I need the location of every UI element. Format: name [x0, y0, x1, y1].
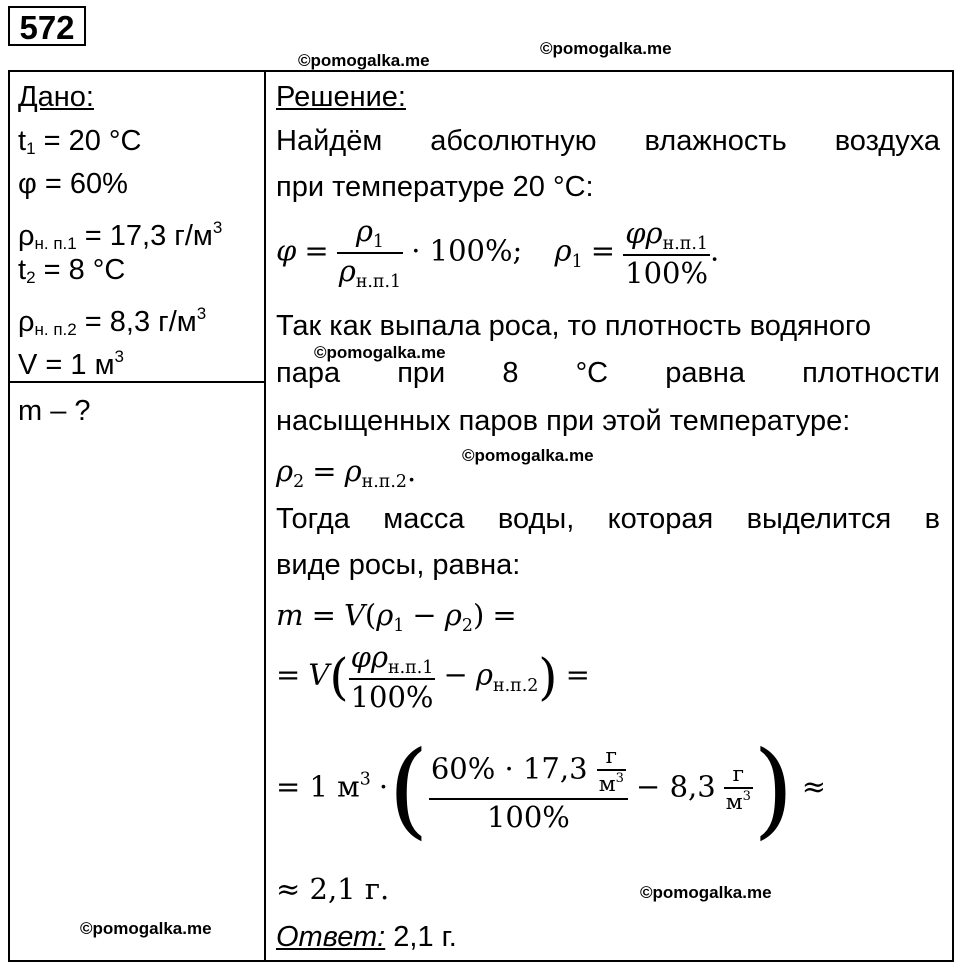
fraction: 60% · 17,3 $\frac{г}{м^3}$ 100% [429, 744, 628, 833]
problem-number: 572 [8, 6, 86, 46]
watermark: ©pomogalka.me [80, 919, 212, 938]
unit-fraction: $\frac{г}{м^3}$ [725, 762, 751, 816]
solution-text: Тогда масса воды, которая выделится в [276, 503, 940, 535]
given-item: $t_2 = 8$ °C [18, 254, 126, 287]
watermark: ©pomogalka.me [314, 343, 446, 362]
given-item: $t_1 = 20$ °C [18, 125, 142, 158]
answer-label: Ответ: [276, 921, 386, 953]
formula-absolute-humidity: φ = $\frac{\rho_1}{\rho_{н.п.1}}$ · 100%; $\rho_1$ = $\frac{\varphi\rho_{н.п.1}}{100\%}$ . [276, 214, 720, 293]
formula-dew-density: $\rho_2 = \rho_{н.п.2}$. [276, 454, 417, 493]
given-item: φ = 60% [18, 168, 128, 200]
answer-value: 2,1 г. [385, 921, 457, 953]
watermark: ©pomogalka.me [640, 883, 772, 902]
solution-text: виде росы, равна: [276, 549, 521, 581]
solution-text: при температуре 20 °C: [276, 171, 594, 203]
solution-text: Найдём абсолютную влажность воздуха [276, 125, 940, 157]
formula-mass: $m = V(\rho_1 - \rho_2)$ = [276, 598, 517, 637]
solution-text: пара при 8 °C равна плотности [276, 357, 940, 389]
given-item: V = 1 $м^3$ [18, 347, 124, 381]
given-heading: Дано: [18, 81, 94, 113]
watermark: ©pomogalka.me [540, 39, 672, 58]
find-quantity: m – ? [18, 395, 91, 427]
solution-text: Так как выпала роса, то плотность водяного [276, 310, 872, 342]
watermark: ©pomogalka.me [462, 446, 594, 465]
unit-fraction: $\frac{г}{м^3}$ [598, 744, 624, 798]
column-divider [264, 70, 266, 962]
solution-text: насыщенных паров при этой температуре: [276, 405, 851, 437]
formula-mass-expanded: = V( $\frac{\varphi\rho_{н.п.1}}{100\%}$ − $\rho_{н.п.2}$) = [276, 640, 590, 715]
fraction: $\frac{\varphi\rho_{н.п.1}}{100\%}$ [625, 216, 709, 291]
formula-numeric: = 1 $м^3$ ·( 60% · 17,3 $\frac{г}{м^3}$ 100% − 8,3 $\frac{г}{м^3}$ ) ≈ [276, 728, 827, 850]
solution-heading: Решение: [276, 81, 406, 113]
formula-result: ≈ 2,1 г. [276, 872, 390, 906]
fraction: $\frac{\rho_1}{\rho_{н.п.1}}$ [338, 214, 402, 293]
fraction: $\frac{\varphi\rho_{н.п.1}}{100\%}$ [350, 640, 434, 715]
answer [276, 914, 940, 960]
given-item: $\rho_{н. п.1} = 17,3$ $г/м^3$ [18, 218, 223, 253]
watermark: ©pomogalka.me [298, 51, 430, 70]
given-item: $\rho_{н. п.2} = 8,3$ $г/м^3$ [18, 304, 207, 339]
